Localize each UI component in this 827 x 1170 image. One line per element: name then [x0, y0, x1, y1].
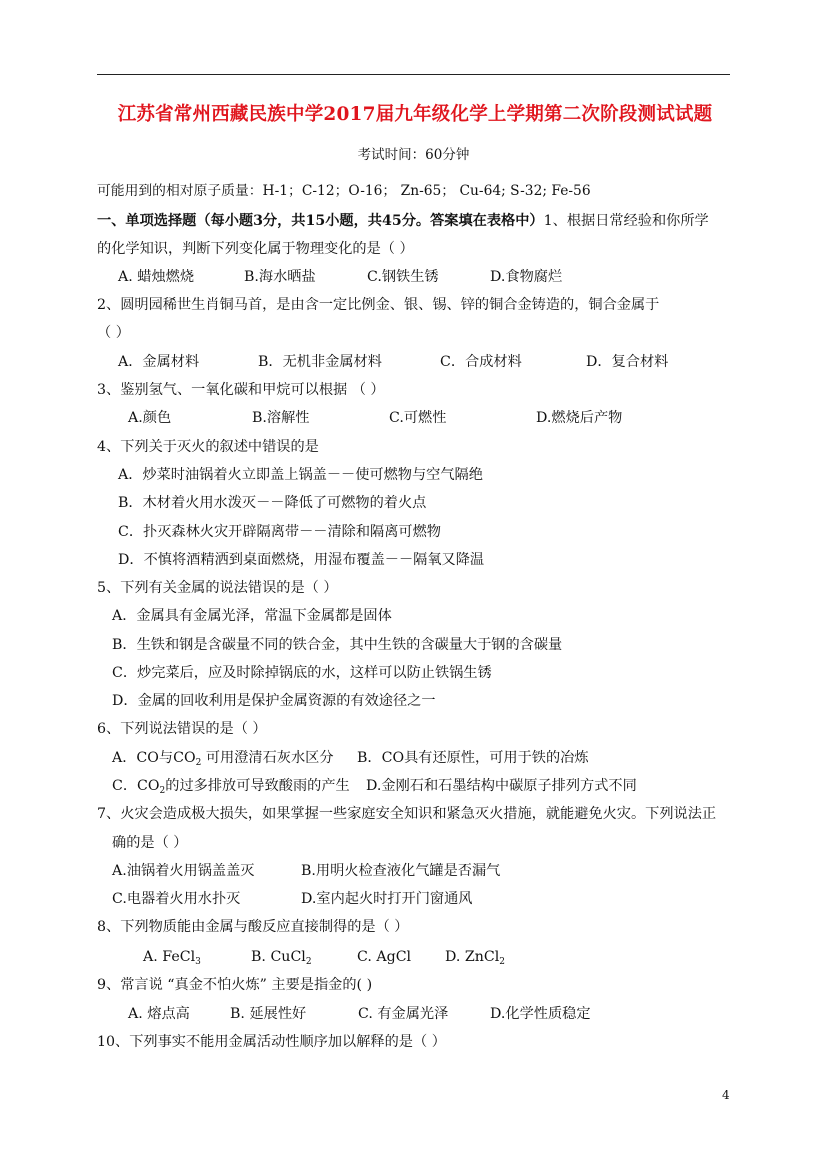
q6-option-a	[112, 749, 334, 767]
q3-option-b: B.溶解性	[252, 410, 310, 426]
q3-option-c: C.可燃性	[389, 410, 447, 426]
question-2-stem-b: （ ）	[97, 325, 130, 341]
question-4-stem: 4、下列关于灭火的叙述中错误的是	[97, 439, 319, 455]
q9-option-c: C. 有金属光泽	[358, 1006, 449, 1022]
q8-option-c: C. AgCl	[357, 949, 412, 965]
q4-option-b: B．木材着火用水泼灭－－降低了可燃物的着火点	[118, 495, 427, 511]
q1-option-d: D.食物腐烂	[490, 269, 563, 285]
q6-option-c-rest: 的过多排放可导致酸雨的产生	[165, 778, 350, 794]
q9-option-a: A. 熔点高	[128, 1006, 190, 1022]
q2-option-a: A．金属材料	[118, 354, 200, 370]
question-7-stem-b: 确的是（ ）	[112, 835, 188, 851]
question-1-stem-b: 的化学知识，判断下列变化属于物理变化的是（ ）	[97, 241, 414, 257]
q5-option-d: D．金属的回收利用是保护金属资源的有效途径之一	[112, 693, 436, 709]
q4-option-c: C．扑灭森林火灾开辟隔离带－－清除和隔离可燃物	[118, 524, 441, 540]
question-5-stem: 5、下列有关金属的说法错误的是（ ）	[97, 580, 338, 596]
q3-option-a: A.颜色	[128, 410, 172, 426]
question-3-stem: 3、鉴别氢气、一氧化碳和甲烷可以根据 （ ）	[97, 382, 385, 398]
q7-option-d: D.室内起火时打开门窗通风	[301, 891, 473, 907]
q4-option-d: D．不慎将酒精洒到桌面燃烧，用湿布覆盖－－隔氧又降温	[118, 552, 485, 568]
q5-option-b: B．生铁和钢是含碳量不同的铁合金，其中生铁的含碳量大于钢的含碳量	[112, 637, 563, 653]
q6-option-c-text: C．CO	[112, 778, 160, 794]
exam-time: 考试时间：60分钟	[357, 147, 470, 163]
subscript: 2	[499, 957, 506, 967]
question-7-stem-a: 7、火灾会造成极大损失，如果掌握一些家庭安全知识和紧急灭火措施，就能避免火灾。下列说法正	[97, 806, 717, 822]
question-9-stem: 9、常言说 “真金不怕火炼” 主要是指金的( )	[97, 977, 373, 993]
q1-option-a: A. 蜡烛燃烧	[118, 269, 195, 285]
question-1-stem-a: 1、根据日常经验和你所学	[543, 213, 709, 229]
subscript: 3	[195, 957, 201, 967]
subscript: 2	[159, 786, 166, 796]
q7-option-a: A.油锅着火用锅盖盖灭	[112, 863, 255, 879]
q6-option-d: D.金刚石和石墨结构中碳原子排列方式不同	[366, 778, 637, 794]
section-heading: 一、单项选择题（每小题3分，共15小题，共45分。答案填在表格中）	[97, 213, 544, 229]
q2-option-d: D．复合材料	[586, 354, 669, 370]
q2-option-b: B．无机非金属材料	[258, 354, 382, 370]
question-6-stem: 6、下列说法错误的是（ ）	[97, 721, 267, 737]
question-2-stem-a: 2、圆明园稀世生肖铜马首，是由含一定比例金、银、锡、锌的铜合金铸造的，铜合金属于	[97, 297, 660, 313]
q5-option-a: A．金属具有金属光泽，常温下金属都是固体	[112, 608, 392, 624]
q9-option-b: B. 延展性好	[230, 1006, 307, 1022]
q8-option-d	[445, 948, 505, 966]
q6-option-b: B．CO具有还原性，可用于铁的冶炼	[357, 750, 589, 766]
q2-option-c: C．合成材料	[440, 354, 522, 370]
q5-option-c: C．炒完菜后，应及时除掉锅底的水，这样可以防止铁锅生锈	[112, 665, 492, 681]
header-rule	[97, 74, 730, 75]
q6-option-a-rest: 可用澄清石灰水区分	[201, 750, 334, 766]
q8-option-b	[251, 948, 312, 966]
q8-option-b-text: B. CuCl	[251, 949, 306, 965]
q4-option-a: A．炒菜时油锅着火立即盖上锅盖－－使可燃物与空气隔绝	[118, 467, 483, 483]
q9-option-d: D.化学性质稳定	[490, 1006, 591, 1022]
atomic-masses: 可能用到的相对原子质量：H-1；C-12；O-16； Zn-65； Cu-64; S-32; Fe-56	[97, 183, 591, 199]
q7-option-c: C.电器着火用水扑灭	[112, 891, 241, 907]
question-10-stem: 10、下列事实不能用金属活动性顺序加以解释的是（ ）	[97, 1034, 446, 1050]
question-8-stem: 8、下列物质能由金属与酸反应直接制得的是（ ）	[97, 919, 409, 935]
question-1-line-1	[97, 212, 709, 230]
q1-option-b: B.海水晒盐	[244, 269, 316, 285]
q6-option-c	[112, 777, 350, 795]
q1-option-c: C.钢铁生锈	[367, 269, 439, 285]
q7-option-b: B.用明火检查液化气罐是否漏气	[301, 863, 501, 879]
q6-option-a-text: A．CO与CO	[112, 750, 196, 766]
page-number: 4	[722, 1088, 730, 1102]
q8-option-d-text: D. ZnCl	[445, 949, 500, 965]
page-title: 江苏省常州西藏民族中学2017届九年级化学上学期第二次阶段测试试题	[117, 104, 713, 125]
subscript: 2	[305, 957, 312, 967]
subscript: 2	[195, 758, 202, 768]
q8-option-a-text: A. FeCl	[143, 949, 196, 965]
q3-option-d: D.燃烧后产物	[536, 410, 623, 426]
q8-option-a	[143, 948, 201, 966]
